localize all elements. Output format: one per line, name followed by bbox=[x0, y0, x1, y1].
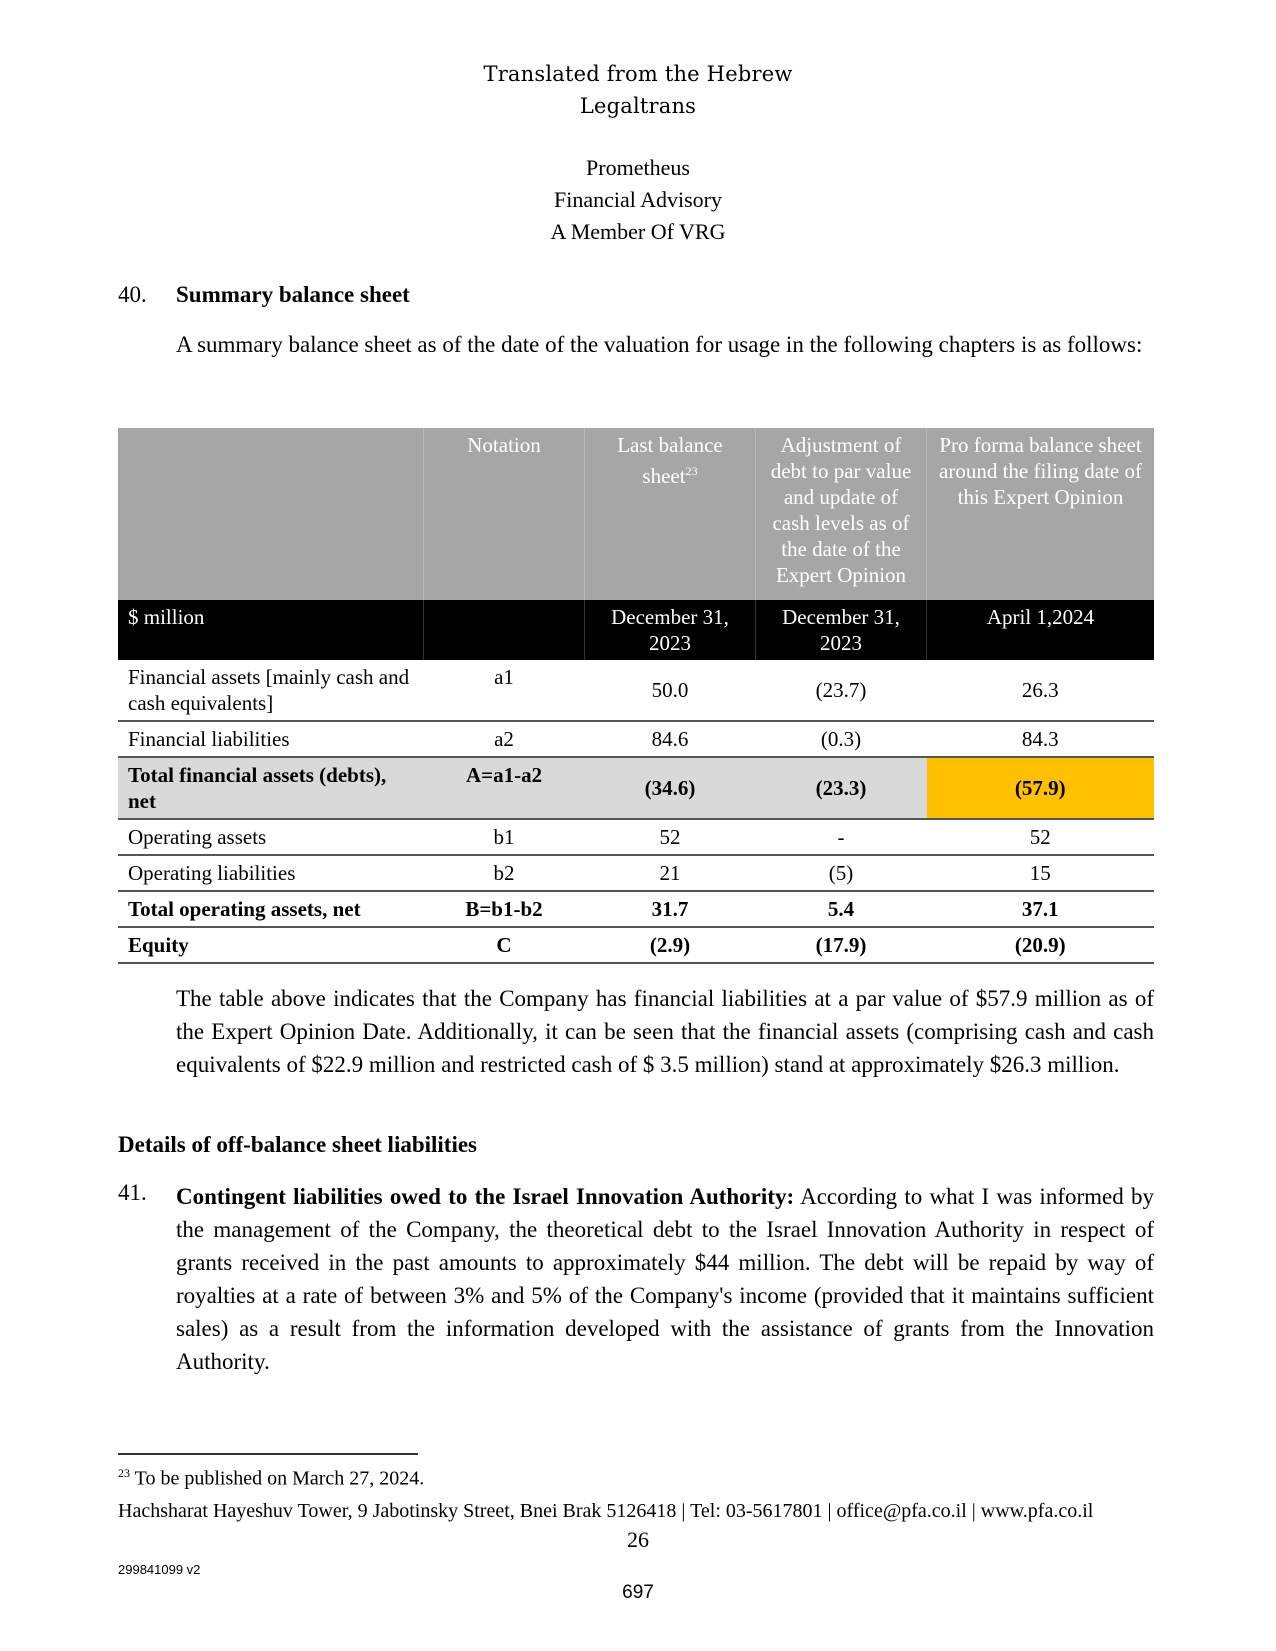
row-value: 50.0 bbox=[585, 660, 756, 721]
row-label: Financial liabilities bbox=[118, 721, 424, 757]
header-pro-forma: Pro forma balance sheet around the filing date of this Expert Opinion bbox=[927, 428, 1155, 600]
firm-name: Prometheus bbox=[586, 155, 690, 180]
footnote-ref[interactable]: 23 bbox=[685, 464, 698, 478]
document-id: 299841099 v2 bbox=[118, 1562, 201, 1577]
footnote-divider bbox=[118, 1453, 418, 1455]
firm-membership: A Member Of VRG bbox=[550, 219, 726, 244]
table-row-total-operating bbox=[118, 891, 1154, 927]
row-label: Total operating assets, net bbox=[118, 891, 424, 927]
row-value: 15 bbox=[927, 855, 1155, 891]
table-row bbox=[118, 660, 1154, 721]
translator-name: Legaltrans bbox=[579, 94, 697, 118]
table-row-equity bbox=[118, 927, 1154, 963]
section-41-body: According to what I was informed by the management of the Company, the theoretical debt to the Israel Innovation Authority in respect of grants received in the past amounts to approximately $44 million. The debt will be repaid by way of royalties at a rate of between 3% and 5% of the Company's income (provided that it maintains sufficient sales) as a result from the information developed with the assistance of grants from the Innovation Authority. bbox=[176, 1184, 1154, 1374]
row-value: (17.9) bbox=[756, 927, 927, 963]
translation-note: Translated from the Hebrew bbox=[483, 62, 793, 86]
section-title: Summary balance sheet bbox=[176, 282, 410, 307]
units-row bbox=[118, 600, 1154, 660]
units-date-1: December 31, 2023 bbox=[585, 600, 756, 660]
off-balance-heading: Details of off-balance sheet liabilities bbox=[118, 1132, 478, 1157]
row-value: 52 bbox=[585, 819, 756, 855]
highlighted-value: (57.9) bbox=[927, 757, 1155, 819]
table-row bbox=[118, 819, 1154, 855]
row-label: Financial assets [mainly cash and cash equivalents] bbox=[118, 660, 424, 721]
row-value: (2.9) bbox=[585, 927, 756, 963]
row-label: Operating assets bbox=[118, 819, 424, 855]
row-value: 31.7 bbox=[585, 891, 756, 927]
row-value: - bbox=[756, 819, 927, 855]
summary-balance-sheet-table bbox=[118, 428, 1154, 964]
row-notation: A=a1-a2 bbox=[424, 757, 585, 819]
units-date-2: December 31, 2023 bbox=[756, 600, 927, 660]
row-value: (20.9) bbox=[927, 927, 1155, 963]
table-header-row bbox=[118, 428, 1154, 600]
row-value: 84.3 bbox=[927, 721, 1155, 757]
header-notation: Notation bbox=[424, 428, 585, 600]
section-intro: A summary balance sheet as of the date of the valuation for usage in the following chapters is as follows: bbox=[176, 332, 1143, 357]
bates-number: 697 bbox=[622, 1582, 654, 1603]
row-value: 5.4 bbox=[756, 891, 927, 927]
header-adjustment: Adjustment of debt to par value and update of cash levels as of the date of the Expert Opinion bbox=[756, 428, 927, 600]
row-value: 52 bbox=[927, 819, 1155, 855]
row-notation: b1 bbox=[424, 819, 585, 855]
footnote: $^{23}$ To be published on March 27, 2024. bbox=[118, 1466, 425, 1490]
row-value: (0.3) bbox=[756, 721, 927, 757]
section-number: 40. bbox=[118, 282, 147, 307]
row-value: (34.6) bbox=[585, 757, 756, 819]
section-41-lead: Contingent liabilities owed to the Israel Innovation Authority: bbox=[176, 1184, 795, 1209]
header-label bbox=[118, 428, 424, 600]
header-last-balance: Last balance sheet$^{23}$ bbox=[585, 428, 756, 600]
units-label: $ million bbox=[118, 600, 424, 660]
row-notation: a2 bbox=[424, 721, 585, 757]
units-notation bbox=[424, 600, 585, 660]
row-value: 26.3 bbox=[927, 660, 1155, 721]
row-label: Total financial assets (debts), net bbox=[118, 757, 424, 819]
section-41-text bbox=[176, 1180, 1154, 1378]
section-number: 41. bbox=[118, 1180, 147, 1205]
row-value: (5) bbox=[756, 855, 927, 891]
table-commentary: The table above indicates that the Company has financial liabilities at a par value of $57.9 million as of the Expert Opinion Date. Additionally, it can be seen that the financial assets (comprising cash and cash equivalents of $22.9 million and restricted cash of $ 3.5 million) stand at approximately $26.3 million. bbox=[176, 986, 1154, 1077]
row-notation: B=b1-b2 bbox=[424, 891, 585, 927]
row-value: (23.7) bbox=[756, 660, 927, 721]
row-label: Equity bbox=[118, 927, 424, 963]
row-notation: a1 bbox=[424, 660, 585, 721]
table-row bbox=[118, 855, 1154, 891]
row-notation: C bbox=[424, 927, 585, 963]
row-value: 37.1 bbox=[927, 891, 1155, 927]
page-number: 26 bbox=[627, 1527, 649, 1552]
units-date-3: April 1,2024 bbox=[927, 600, 1155, 660]
row-label: Operating liabilities bbox=[118, 855, 424, 891]
table-row-total-financial bbox=[118, 757, 1154, 819]
row-value: (23.3) bbox=[756, 757, 927, 819]
table-row bbox=[118, 721, 1154, 757]
row-value: 84.6 bbox=[585, 721, 756, 757]
row-notation: b2 bbox=[424, 855, 585, 891]
firm-subtitle: Financial Advisory bbox=[553, 187, 723, 212]
footer-address: Hachsharat Hayeshuv Tower, 9 Jabotinsky Street, Bnei Brak 5126418 | Tel: 03-5617801 | office@pfa.co.il | www.pfa.co.il bbox=[118, 1500, 1094, 1522]
row-value: 21 bbox=[585, 855, 756, 891]
